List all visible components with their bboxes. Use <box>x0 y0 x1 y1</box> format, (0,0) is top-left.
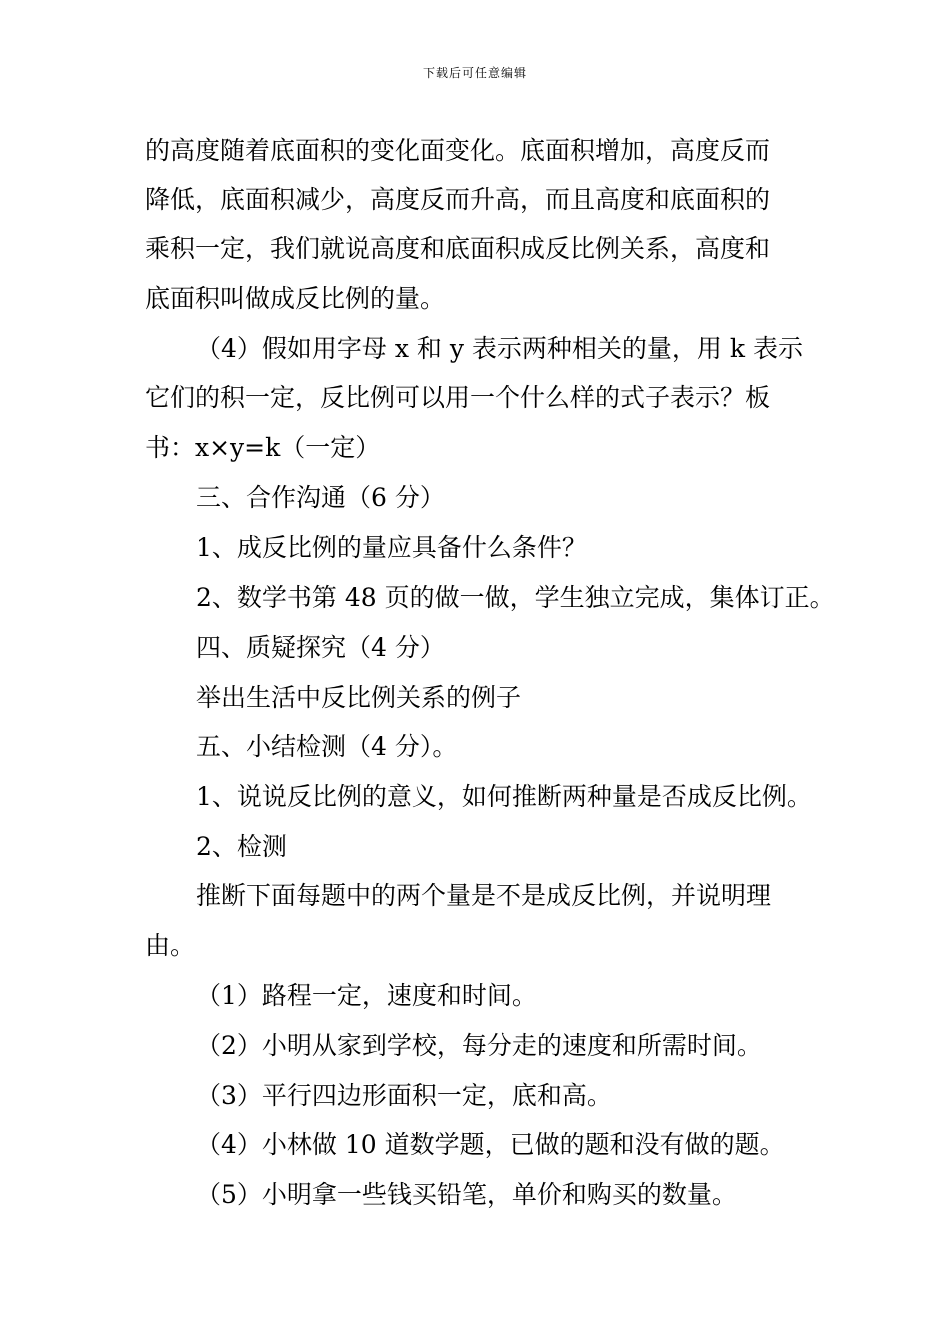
section-heading: 四、质疑探究（4 分） <box>196 633 445 662</box>
list-item: 2、数学书第 48 页的做一做，学生独立完成，集体订正。 <box>196 583 835 612</box>
section-heading: 三、合作沟通（6 分） <box>196 483 445 512</box>
text-line: 推断下面每题中的两个量是不是成反比例，并说明理 <box>196 881 772 910</box>
section-heading: 五、小结检测（4 分）。 <box>196 732 458 761</box>
text-line: 乘积一定，我们就说高度和底面积成反比例关系，高度和 <box>145 234 771 263</box>
question-item: （3）平行四边形面积一定，底和高。 <box>196 1081 612 1110</box>
question-item: （5）小明拿一些钱买铅笔，单价和购买的数量。 <box>196 1180 737 1209</box>
list-item: 1、说说反比例的意义，如何推断两种量是否成反比例。 <box>196 782 812 811</box>
question-item: （2）小明从家到学校，每分走的速度和所需时间。 <box>196 1031 762 1060</box>
text-line: 举出生活中反比例关系的例子 <box>196 683 522 712</box>
question-item: （1）路程一定，速度和时间。 <box>196 981 537 1010</box>
list-item: 1、成反比例的量应具备什么条件？ <box>196 533 587 562</box>
page-header: 下载后可任意编辑 <box>422 66 527 80</box>
text-line: （4）假如用字母 x 和 y 表示两种相关的量，用 k 表示 <box>196 334 803 363</box>
text-line: 底面积叫做成反比例的量。 <box>145 284 446 313</box>
question-item: （4）小林做 10 道数学题，已做的题和没有做的题。 <box>196 1130 785 1159</box>
text-line: 由。 <box>145 931 196 960</box>
text-line: 书：x×y=k（一定） <box>145 433 381 462</box>
text-line: 降低，底面积减少，高度反而升高，而且高度和底面积的 <box>145 185 771 214</box>
list-item: 2、检测 <box>196 832 287 861</box>
text-line: 它们的积一定，反比例可以用一个什么样的式子表示？板 <box>145 383 771 412</box>
text-line: 的高度随着底面积的变化面变化。底面积增加，高度反而 <box>145 136 771 165</box>
